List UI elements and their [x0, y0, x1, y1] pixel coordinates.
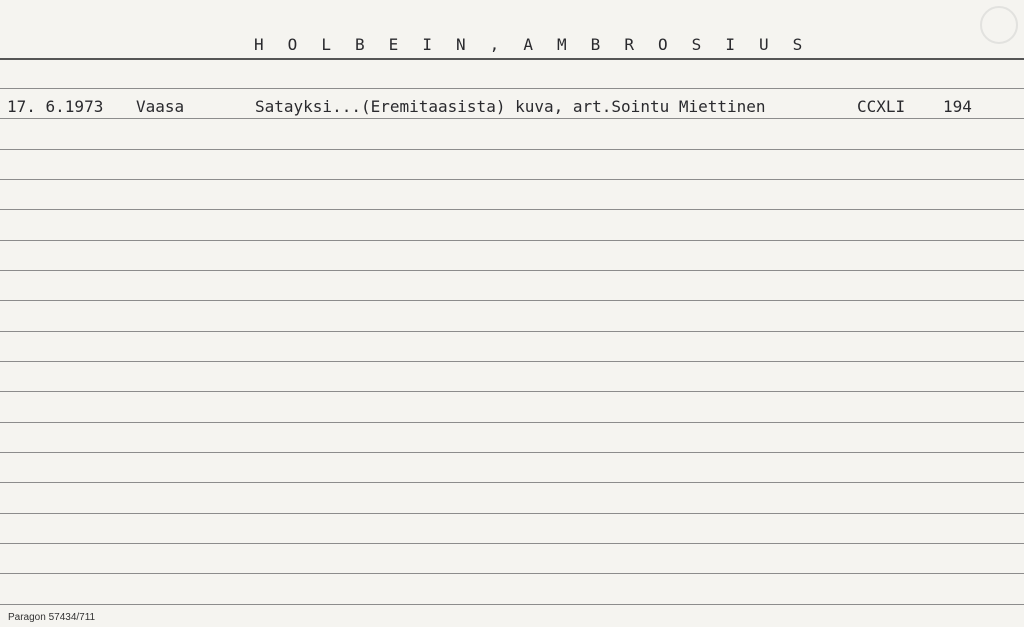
- ruled-line: [0, 543, 1024, 544]
- ruled-line: [0, 513, 1024, 514]
- entry-page: 194: [943, 97, 972, 116]
- ruled-line: [0, 604, 1024, 605]
- ruled-line: [0, 118, 1024, 119]
- card-heading: H O L B E I N , A M B R O S I U S: [254, 35, 810, 54]
- ring-stain: [980, 6, 1018, 44]
- ruled-line: [0, 452, 1024, 453]
- ruled-line: [0, 422, 1024, 423]
- ruled-line: [0, 270, 1024, 271]
- entry-description: Satayksi...(Eremitaasista) kuva, art.Sointu Miettinen: [255, 97, 766, 116]
- ruled-line: [0, 240, 1024, 241]
- entry-place: Vaasa: [136, 97, 185, 116]
- ruled-line: [0, 391, 1024, 392]
- ruled-line: [0, 482, 1024, 483]
- ruled-line: [0, 300, 1024, 301]
- entry-volume: CCXLI: [857, 97, 906, 116]
- ruled-line: [0, 331, 1024, 332]
- ruled-line: [0, 573, 1024, 574]
- ruled-line: [0, 149, 1024, 150]
- ruled-line: [0, 209, 1024, 210]
- entry-date: 17. 6.1973: [7, 97, 104, 116]
- ruled-line: [0, 361, 1024, 362]
- print-mark: Paragon 57434/711: [8, 612, 96, 623]
- ruled-line: [0, 179, 1024, 180]
- ruled-line: [0, 88, 1024, 89]
- header-rule: [0, 58, 1024, 60]
